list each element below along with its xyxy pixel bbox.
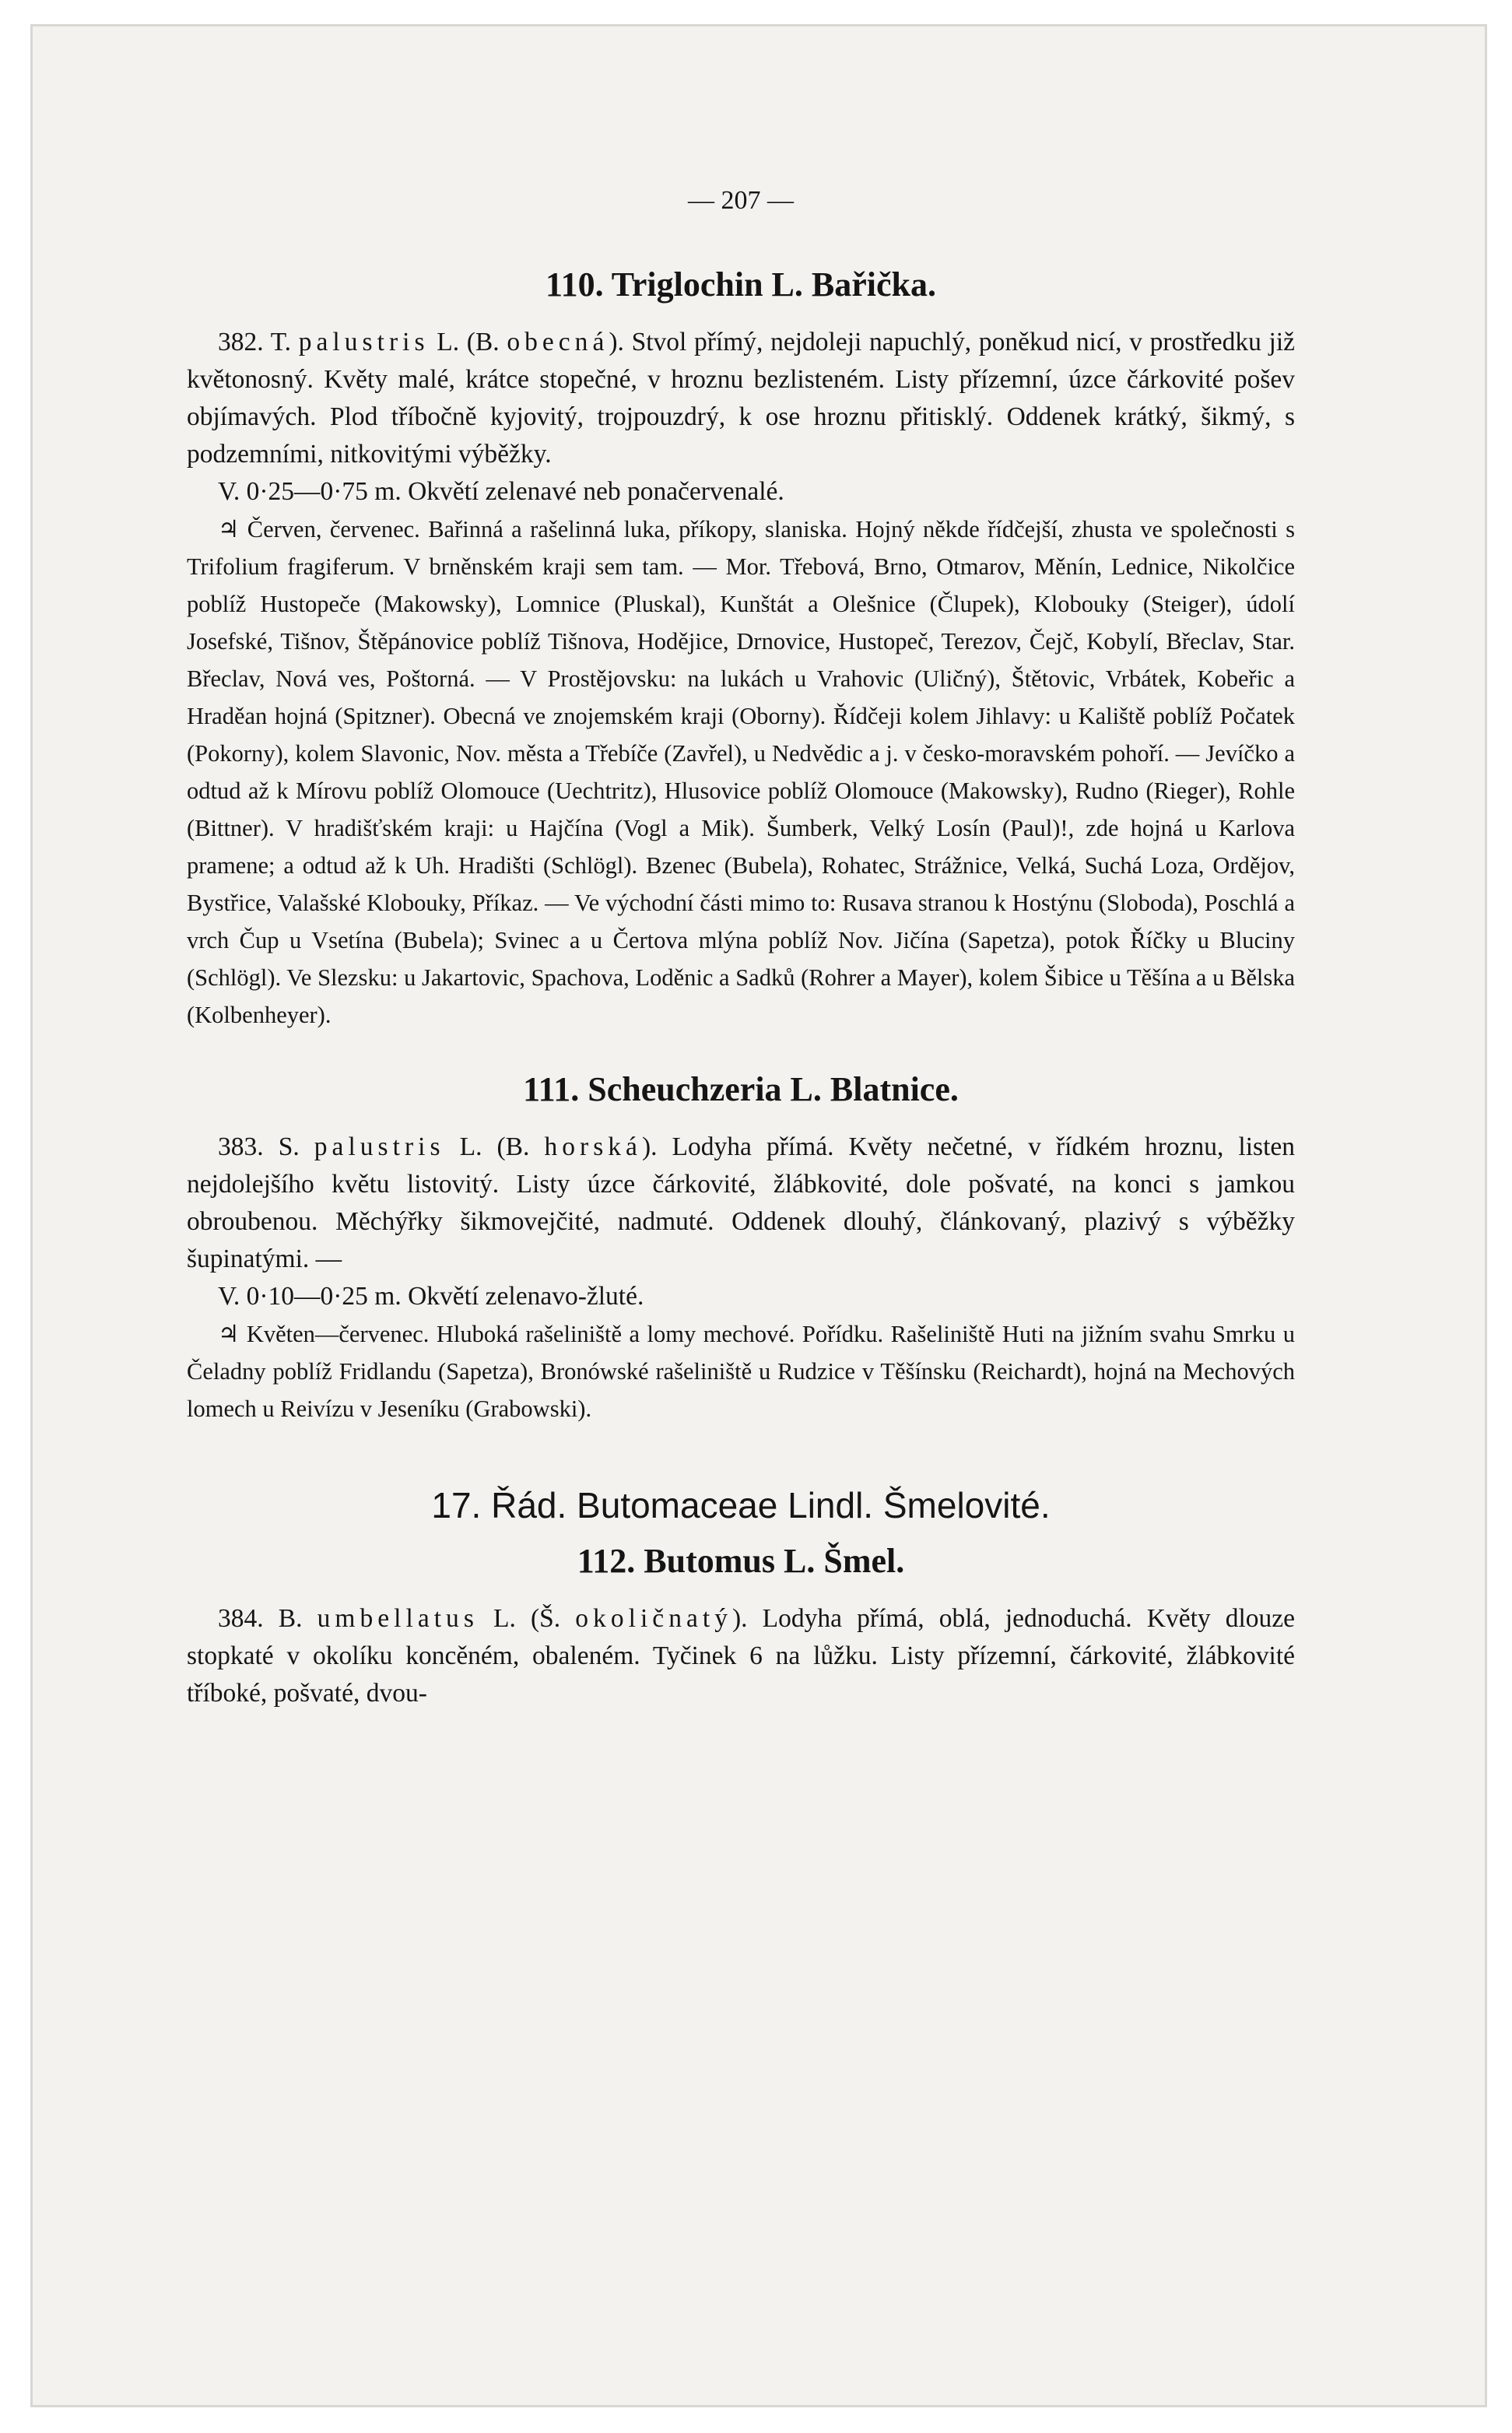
species-383-description [187,1129,1295,1278]
genus-heading-111: 111. Scheuchzeria L. Blatnice. [523,1070,959,1108]
genus-heading-112: 112. Butomus L. Šmel. [577,1542,905,1580]
genus-heading-110: 110. Triglochin L. Bařička. [546,265,936,304]
species-384-czech-name: okoličnatý [575,1604,732,1633]
species-383-text: ). Lodyha přímá. Květy nečetné, v řídkém hroznu, listen nejdolejšího květu listovitý. Listy úzce čárkovité, žlábkovité, dole pošvaté, na konci s jamkou obroubenou. Měchýřky šikmovejčité, nadmuté. Oddenek dlouhý, článkovaný, plazivý s výběžky šupinatými. — [187,1132,1295,1273]
species-382-text: ). Stvol přímý, nejdoleji napuchlý, poněkud nicí, v prostředku již květonosný. Květy malé, krátce stopečné, v hroznu bezlisteném. Listy přízemní, úzce čárkovité pošev objímavých. Plod tříbočně kyjovitý, trojpouzdrý, k ose hroznu přitisklý. Oddenek krátký, šikmý, s podzemními, nitkovitými výběžky. [187,328,1296,469]
species-382-czech-name: obecná [507,328,609,356]
species-382-size: V. 0·25—0·75 m. Okvětí zelenavé neb ponačervenalé. [218,477,784,506]
species-382-description [187,324,1295,473]
page-content [187,182,1295,1712]
species-383-distribution: ♃ Květen—červenec. Hluboká rašeliniště a lomy mechové. Pořídku. Rašeliniště Huti na jižním svahu Smrku u Čeladny poblíž Fridlandu (Sapetza), Bronówské rašeliniště u Rudzice v Těšínsku (Reichardt), hojná na Mechových lomech u Reivízu v Jeseníku (Grabowski). [187,1321,1295,1422]
species-383-author: L. (B. [459,1132,530,1161]
species-384-name: umbellatus [317,1604,479,1633]
species-384-description [187,1600,1295,1712]
species-382-number: 382. T. [218,328,292,356]
species-383-name: palustris [314,1132,445,1161]
species-382-distribution: ♃ Červen, červenec. Bařinná a rašelinná luka, příkopy, slaniska. Hojný někde řídčejší, zhusta ve společnosti s Trifolium fragiferum. V brněnském kraji sem tam. — Mor. Třebová, Brno, Otmarov, Měnín, Lednice, Nikolčice poblíž Hustopeče (Makowsky), Lomnice (Pluskal), Kunštát a Olešnice (Člupek), Klobouky (Steiger), údolí Josefské, Tišnov, Štěpánovice poblíž Tišnova, Hodějice, Drnovice, Hustopeč, Terezov, Čejč, Kobylí, Břeclav, Star. Břeclav, Nová ves, Poštorná. — V Prostějovsku: na lukách u Vrahovic (Uličný), Štětovic, Vrbátek, Kobeřic a Hraděan hojná (Spitzner). Obecná ve znojemském kraji (Oborny). Řídčeji kolem Jihlavy: u Kaliště poblíž Počatek (Pokorny), kolem Slavonic, Nov. města a Třebíče (Zavřel), u Nedvědic a j. v česko-moravském pohoří. — Jevíčko a odtud až k Mírovu poblíž Olomouce (Uechtritz), Hlusovice poblíž Olomouce (Makowsky), Rudno (Rieger), Rohle (Bittner). V hradišťském kraji: u Hajčína (Vogl a Mik). Šumberk, Velký Losín (Paul)!, zde hojná u Karlova pramene; a odtud až k Uh. Hradišti (Schlögl). Bzenec (Bubela), Rohatec, Strážnice, Velká, Suchá Loza, Ordějov, Bystřice, Valašské Klobouky, Příkaz. — Ve východní části mimo to: Rusava stranou k Hostýnu (Sloboda), Poschlá a vrch Čup u Vsetína (Bubela); Svinec a u Čertova mlýna poblíž Nov. Jičína (Sapetza), potok Říčky u Bluciny (Schlögl). Ve Slezsku: u Jakartovic, Spachova, Loděnic a Sadků (Rohrer a Mayer), kolem Šibice u Těšína a u Bělska (Kolbenheyer). [187,516,1295,1028]
species-382-author: L. (B. [437,328,500,356]
species-383-number: 383. S. [218,1132,300,1161]
species-383-czech-name: horská [544,1132,642,1161]
species-384-text: ). Lodyha přímá, oblá, jednoduchá. Květy dlouze stopkaté v okolíku koncěném, obaleném. Tyčinek 6 na lůžku. Listy přízemní, čárkovité, žlábkovité tříboké, pošvaté, dvou- [187,1604,1296,1708]
species-383-size: V. 0·10—0·25 m. Okvětí zelenavo-žluté. [218,1282,644,1311]
species-384-author: L. (Š. [493,1604,561,1633]
species-384-number: 384. B. [218,1604,303,1633]
order-heading-17: 17. Řád. Butomaceae Lindl. Šmelovité. [431,1485,1051,1525]
page-number: — 207 — [688,186,794,215]
page-sheet [33,26,1485,2405]
species-382-name: palustris [298,328,430,356]
